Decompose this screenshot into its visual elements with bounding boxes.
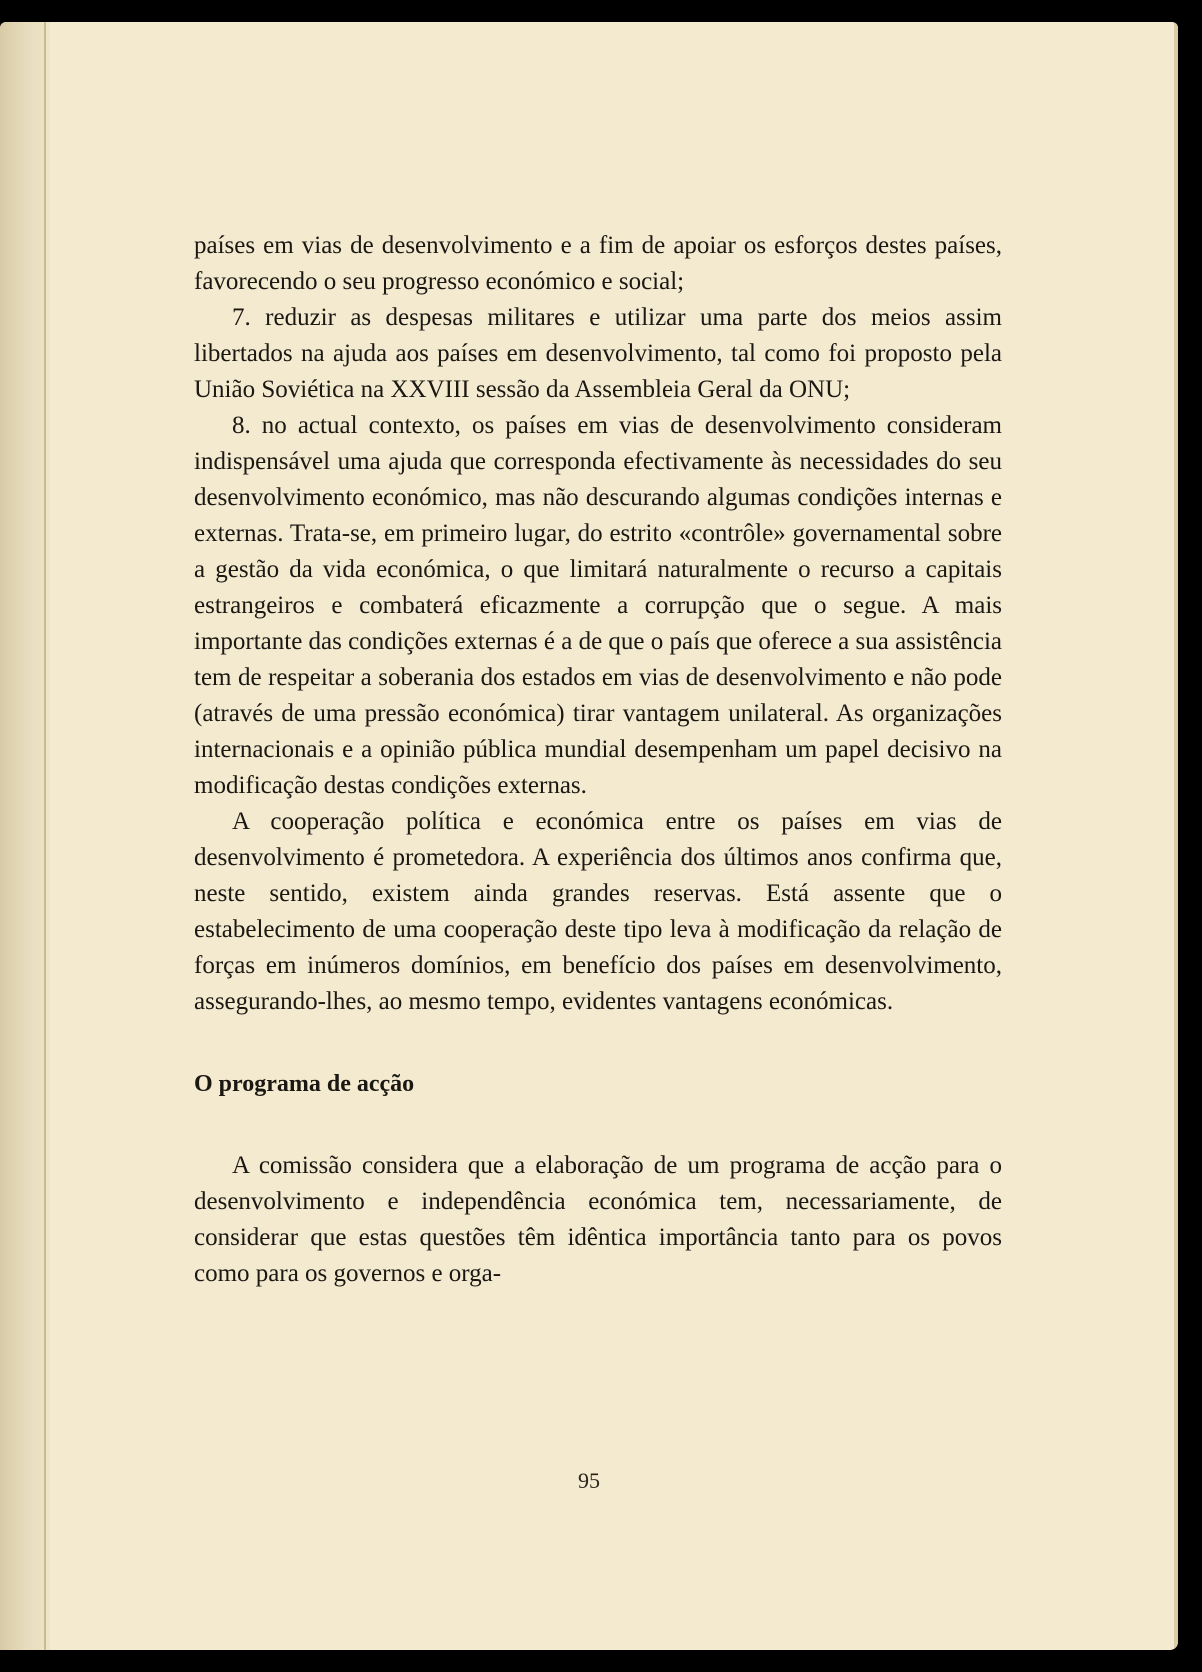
paragraph-item-8: 8. no actual contexto, os países em vias de desenvolvimento consideram indispensável uma ajuda que corresponda efectivamente às necessidades do seu desenvolvimento económico, mas não descurando algumas condições internas e externas. Trata-se, em primeiro lugar, do estrito «contrôle» governamental sobre a gestão da vida económica, o que limitará naturalmente o recurso a capitais estrangeiros e combaterá eficazmente a corrupção que o segue. A mais importante das condições externas é a de que o país que oferece a sua assistência tem de respeitar a soberania dos estados em vias de desenvolvimento e não pode (através de uma pressão económica) tirar vantagem unilateral. As organizações internacionais e a opinião pública mundial desempenham um papel decisivo na modificação destas condições externas. — [194, 412, 1002, 799]
paragraph-cooperation: A cooperação política e económica entre os países em vias de desenvolvimento é prometedora. A experiência dos últimos anos confirma que, neste sentido, existem ainda grandes reservas. Está assente que o estabelecimento de uma cooperação deste tipo leva à modificação da relação de forças em inúmeros domínios, em benefício dos países em desenvolvimento, assegurando-lhes, ao mesmo tempo, evidentes vantagens económicas. — [194, 808, 1002, 1015]
paragraph-item-7: 7. reduzir as despesas militares e utilizar uma parte dos meios assim libertados na ajuda aos países em desenvolvimento, tal como foi proposto pela União Soviética na XXVIII sessão da Assembleia Geral da ONU; — [194, 304, 1002, 403]
page-right-edge — [1174, 22, 1178, 1650]
body-text — [194, 228, 1002, 1292]
gutter-fold-line — [44, 22, 46, 1650]
paragraph-continuation: países em vias de desenvolvimento e a fim de apoiar os esforços destes países, favorecendo o seu progresso económico e social; — [194, 232, 1002, 295]
paragraph-commission: A comissão considera que a elaboração de um programa de acção para o desenvolvimento e independência económica tem, necessariamente, de considerar que estas questões têm idêntica importância tanto para os povos como para os governos e orga- — [194, 1152, 1002, 1287]
book-page — [0, 22, 1178, 1650]
page-number: 95 — [578, 1468, 600, 1493]
section-heading: O programa de acção — [194, 1071, 415, 1097]
page-gutter — [0, 22, 50, 1650]
